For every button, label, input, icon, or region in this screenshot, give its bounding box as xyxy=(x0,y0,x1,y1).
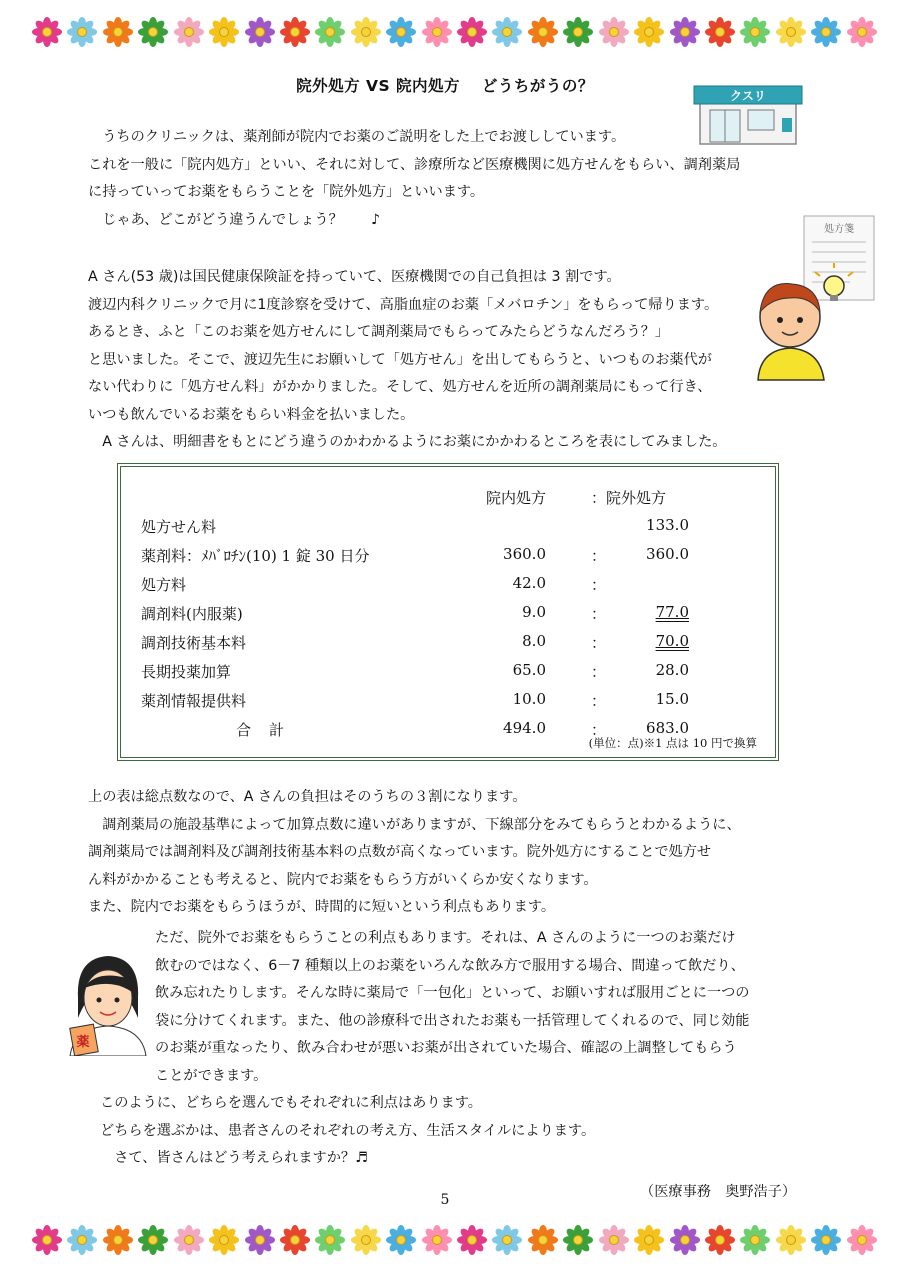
flower-icon xyxy=(633,16,665,48)
flower-icon xyxy=(456,16,488,48)
flower-icon xyxy=(810,16,842,48)
row-label: 長期投薬加算 xyxy=(141,663,232,681)
flower-icon xyxy=(66,1224,98,1256)
prescription-label: 処方箋 xyxy=(824,224,854,235)
row-separator: ： xyxy=(591,576,607,594)
row-in-value: 9.0 xyxy=(522,603,546,621)
pharmacy-sign: クスリ xyxy=(730,89,766,103)
flower-icon xyxy=(244,16,276,48)
row-in-value: 360.0 xyxy=(503,545,546,563)
flower-icon xyxy=(633,1224,665,1256)
flower-icon xyxy=(31,1224,63,1256)
header-out-of-hospital: 院外処方 xyxy=(606,489,667,507)
flower-icon xyxy=(314,16,346,48)
row-separator: ： xyxy=(591,547,607,565)
row-separator: ： xyxy=(591,692,607,710)
flower-icon xyxy=(846,1224,878,1256)
header-in-hospital: 院内処方 xyxy=(486,489,547,507)
row-out-value: 133.0 xyxy=(646,516,689,534)
flower-icon xyxy=(421,1224,453,1256)
bottom-flower-border xyxy=(30,1220,880,1260)
row-label: 薬剤情報提供料 xyxy=(141,692,247,710)
table-row xyxy=(141,574,761,603)
merit-line: 飲むのではなく、6－7 種類以上のお薬をいろんな飲み方で服用する場合、間違って飲だり、 xyxy=(155,957,745,974)
row-out-value-underlined: 77.0 xyxy=(655,603,689,621)
total-separator: ： xyxy=(591,721,607,739)
page-title: 院外処方 VS 院内処方 どうちがうの？ xyxy=(296,77,594,95)
author-credit: （医療事務 奥野浩子） xyxy=(640,1184,797,1200)
table-row xyxy=(141,603,761,632)
flower-icon xyxy=(350,1224,382,1256)
fee-table-body xyxy=(141,487,761,748)
flower-icon xyxy=(704,16,736,48)
flower-icon xyxy=(173,16,205,48)
flower-icon xyxy=(491,16,523,48)
medicine-label: 薬 xyxy=(76,1035,90,1050)
intro-line: うちのクリニックは、薬剤師が院内でお薬のご説明をした上でお渡ししています。 xyxy=(88,129,626,145)
table-row xyxy=(141,545,761,574)
merit-line: のお薬が重なったり、飲み合わせが悪いお薬が出されていた場合、確認の上調整してもらう xyxy=(155,1040,737,1056)
row-in-value: 10.0 xyxy=(512,690,546,708)
row-in-value: 8.0 xyxy=(522,632,546,650)
table-row xyxy=(141,632,761,661)
merit-line: 袋に分けてくれます。また、他の診療科で出されたお薬も一括管理してくれるので、同じ効能 xyxy=(155,1012,750,1029)
row-label: 処方料 xyxy=(141,576,187,594)
merit-line: ただ、院外でお薬をもらうことの利点もあります。それは、A さんのように一つのお薬だけ xyxy=(155,930,736,946)
pharmacist-illustration xyxy=(66,948,150,1056)
story-line: A さんは、明細書をもとにどう違うのかわかるようにお薬にかかわるところを表にしてみました。 xyxy=(88,434,727,450)
row-label: 調剤技術基本料 xyxy=(141,634,247,652)
flower-icon xyxy=(385,1224,417,1256)
row-separator: ： xyxy=(591,605,607,623)
row-in-value: 65.0 xyxy=(512,661,546,679)
flower-icon xyxy=(775,16,807,48)
flower-icon xyxy=(491,1224,523,1256)
flower-icon xyxy=(244,1224,276,1256)
flower-icon xyxy=(385,16,417,48)
total-out-value: 683.0 xyxy=(646,719,689,737)
row-in-value: 42.0 xyxy=(512,574,546,592)
row-out-value-underlined: 70.0 xyxy=(655,632,689,650)
flower-icon xyxy=(102,1224,134,1256)
flower-icon xyxy=(102,16,134,48)
analysis-line: 調剤薬局の施設基準によって加算点数に違いがありますが、下線部分をみてもらうとわかるように、 xyxy=(88,816,741,833)
analysis-line: ん料がかかることも考えると、院内でお薬をもらう方がいくらか安くなります。 xyxy=(88,871,598,888)
flower-icon xyxy=(704,1224,736,1256)
row-out-value: 360.0 xyxy=(646,545,689,563)
flower-icon xyxy=(208,16,240,48)
intro-line: じゃあ、どこがどう違うんでしょう？ ♪ xyxy=(88,211,381,228)
top-flower-border xyxy=(30,12,880,52)
closing-paragraph xyxy=(100,1090,595,1173)
analysis-line: 調剤薬局では調剤料及び調剤技術基本料の点数が高くなっています。院外処方にすることで処方せ xyxy=(88,844,712,860)
story-line: いつも飲んでいるお薬をもらい料金を払いました。 xyxy=(88,406,415,423)
closing-line: さて、皆さんはどう考えられますか？♬ xyxy=(100,1150,368,1166)
row-separator: ： xyxy=(591,634,607,652)
closing-line: このように、どちらを選んでもそれぞれに利点はあります。 xyxy=(100,1095,482,1111)
merit-line: ことができます。 xyxy=(155,1067,268,1084)
merit-paragraph xyxy=(155,925,749,1090)
story-line: 渡辺内科クリニックで月に1度診察を受けて、高脂血症のお薬「メバロチン」をもらって帰ります。 xyxy=(88,296,719,313)
flower-icon xyxy=(173,1224,205,1256)
header-separator: ： xyxy=(591,489,607,507)
flower-icon xyxy=(527,16,559,48)
row-label: 薬剤料：ﾒﾊﾞﾛﾁﾝ(10) 1 錠 30 日分 xyxy=(141,547,370,565)
flower-icon xyxy=(279,1224,311,1256)
flower-icon xyxy=(562,1224,594,1256)
closing-line: どちらを選ぶかは、患者さんのそれぞれの考え方、生活スタイルによります。 xyxy=(100,1122,596,1139)
row-separator: ： xyxy=(591,663,607,681)
analysis-paragraph xyxy=(88,784,741,922)
story-line: あるとき、ふと「このお薬を処方せんにして調剤薬局でもらってみたらどうなんだろう？」 xyxy=(88,324,670,340)
unit-note: (単位：点)※1 点は 10 円で換算 xyxy=(588,736,757,750)
story-line: と思いました。そこで、渡辺先生にお願いして「処方せん」を出してもらうと、いつものお薬代が xyxy=(88,351,712,368)
analysis-line: また、院内でお薬をもらうほうが、時間的に短いという利点もあります。 xyxy=(88,899,556,915)
row-out-value: 28.0 xyxy=(655,661,689,679)
total-in-value: 494.0 xyxy=(503,719,546,737)
fee-comparison-table xyxy=(117,463,779,761)
boy-idea-illustration xyxy=(752,262,856,388)
flower-icon xyxy=(421,16,453,48)
flower-icon xyxy=(208,1224,240,1256)
flower-icon xyxy=(562,16,594,48)
flower-icon xyxy=(669,1224,701,1256)
flower-icon xyxy=(810,1224,842,1256)
flower-icon xyxy=(775,1224,807,1256)
flower-icon xyxy=(598,1224,630,1256)
flower-icon xyxy=(527,1224,559,1256)
intro-paragraph xyxy=(88,124,740,234)
flower-icon xyxy=(669,16,701,48)
table-header-row xyxy=(141,487,761,516)
page-number: 5 xyxy=(440,1192,450,1208)
table-row xyxy=(141,690,761,719)
story-line: ない代わりに「処方せん料」がかかりました。そして、処方せんを近所の調剤薬局にもって行き、 xyxy=(88,379,712,395)
table-row xyxy=(141,516,761,545)
row-label: 処方せん料 xyxy=(141,518,217,536)
analysis-line: 上の表は総点数なので、A さんの負担はそのうちの３割になります。 xyxy=(88,789,527,805)
lightbulb-icon xyxy=(824,276,844,296)
flower-icon xyxy=(350,16,382,48)
intro-line: に持っていってお薬をもらうことを「院外処方」といいます。 xyxy=(88,184,485,200)
flower-icon xyxy=(66,16,98,48)
row-label: 調剤料(内服薬) xyxy=(141,605,243,623)
intro-line: これを一般に「院内処方」といい、それに対して、診療所など医療機関に処方せんをもらい、調剤薬局 xyxy=(88,156,741,173)
flower-icon xyxy=(598,16,630,48)
flower-icon xyxy=(137,1224,169,1256)
flower-icon xyxy=(31,16,63,48)
flower-icon xyxy=(279,16,311,48)
row-out-value: 15.0 xyxy=(655,690,689,708)
merit-line: 飲み忘れたりします。そんな時に薬局で「一包化」といって、お願いすれば服用ごとに一つの xyxy=(155,985,750,1001)
flower-icon xyxy=(314,1224,346,1256)
flower-icon xyxy=(137,16,169,48)
total-label: 合計 xyxy=(236,721,303,739)
flower-icon xyxy=(739,1224,771,1256)
table-row xyxy=(141,661,761,690)
story-paragraph xyxy=(88,264,726,457)
flower-icon xyxy=(846,16,878,48)
story-line: A さん(53 歳)は国民健康保険証を持っていて、医療機関での自己負担は 3 割です。 xyxy=(88,269,621,285)
flower-icon xyxy=(739,16,771,48)
flower-icon xyxy=(456,1224,488,1256)
